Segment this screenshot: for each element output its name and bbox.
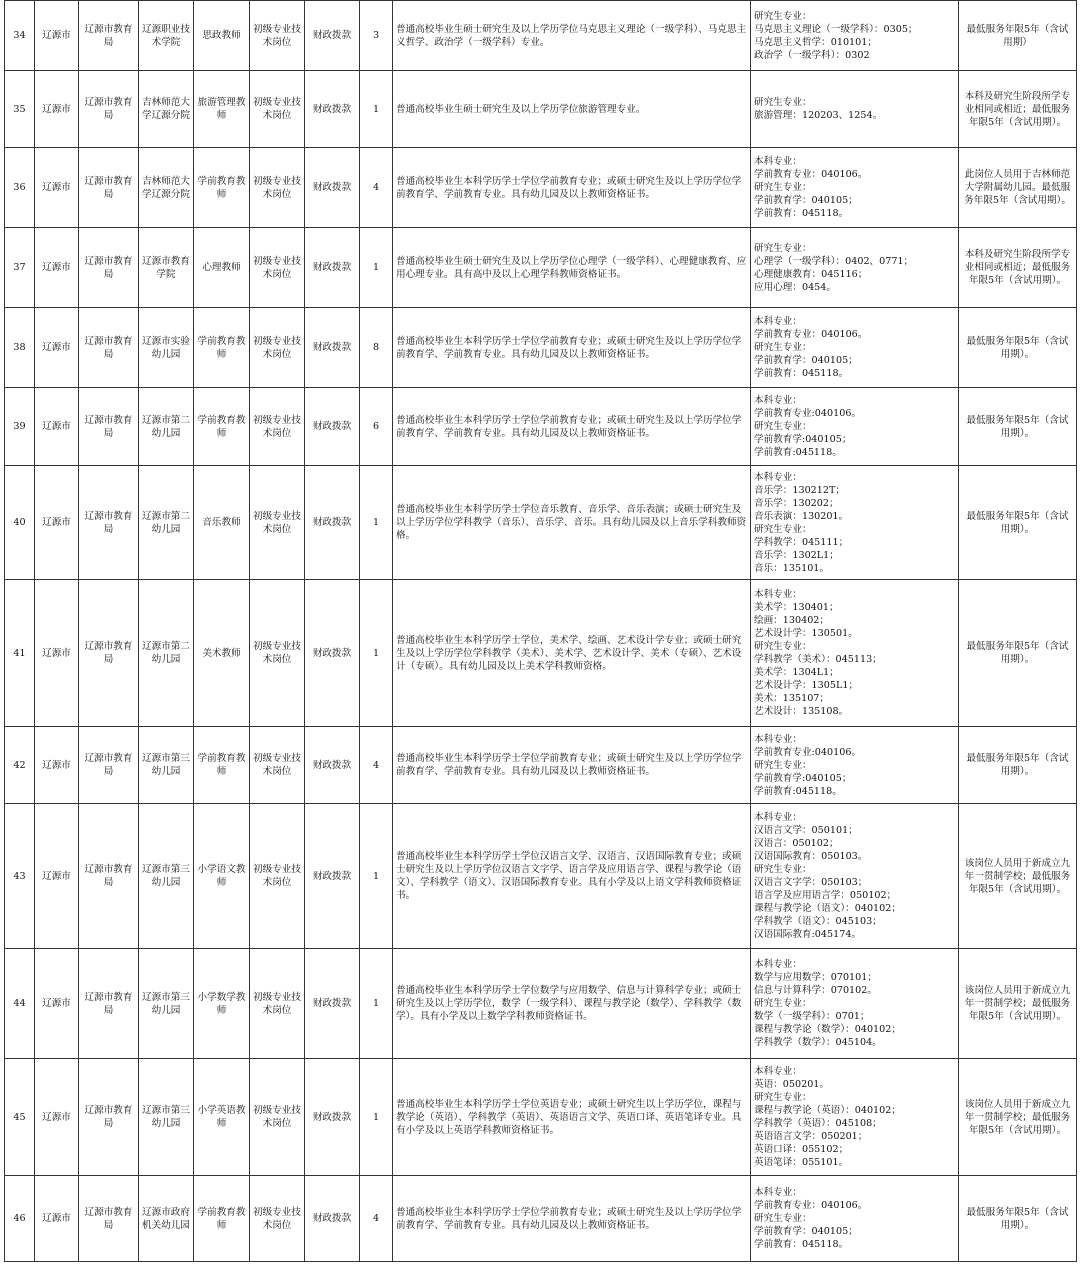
- requirement-cell: 普通高校毕业生本科学历学士学位数学与应用数学、信息与计算科学专业；或硕士研究生及以上学历学位，数学（一级学科）、课程与教学论（数学）、学科教学（数学）。具有小学及以上数学学科教师资格证书。: [393, 949, 751, 1059]
- department-cell: 辽源市教育局: [79, 466, 139, 580]
- funding-cell: 财政拨款: [305, 1176, 360, 1262]
- position-cell: 音乐教师: [194, 466, 250, 580]
- remark-cell: 本科及研究生阶段所学专业相同或相近；最低服务年限5年（含试用期）。: [959, 228, 1077, 308]
- position-level-cell: 初级专业技术岗位: [250, 466, 305, 580]
- requirement-cell: 普通高校毕业生本科学历学士学位音乐教育、音乐学、音乐表演；或硕士研究生及以上学历学位学科教学（音乐）、音乐学、音乐。具有幼儿园及以上音乐学科教师资格。: [393, 466, 751, 580]
- seq-cell: 45: [5, 1059, 35, 1176]
- funding-cell: 财政拨款: [305, 580, 360, 727]
- unit-cell: 吉林师范大学辽源分院: [139, 71, 194, 148]
- department-cell: 辽源市教育局: [79, 388, 139, 466]
- seq-cell: 38: [5, 308, 35, 388]
- headcount-cell: 1: [360, 949, 393, 1059]
- recruitment-table: [4, 0, 1077, 1262]
- table-row: [5, 466, 1077, 580]
- funding-cell: 财政拨款: [305, 1059, 360, 1176]
- major-code-cell: 本科专业： 学前教育专业：040106。 研究生专业： 学前教育学：040105； 学前教育：045118。: [751, 148, 959, 228]
- major-code-cell: 本科专业： 美术学：130401； 绘画：130402； 艺术设计学：130501。 研究生专业： 学科教学（美术）：045113； 美术学：1304L1； 艺术设计学：1305L1； 美术：135107； 艺术设计：135108。: [751, 580, 959, 727]
- table-row: [5, 580, 1077, 727]
- funding-cell: 财政拨款: [305, 804, 360, 949]
- position-level-cell: 初级专业技术岗位: [250, 1176, 305, 1262]
- department-cell: 辽源市教育局: [79, 580, 139, 727]
- city-cell: 辽源市: [35, 466, 79, 580]
- major-code-cell: 本科专业： 数学与应用数学：070101； 信息与计算科学：070102。 研究生专业： 数学（一级学科）：0701； 课程与教学论（数学）：040102； 学科教学（数学）：045104。: [751, 949, 959, 1059]
- department-cell: 辽源市教育局: [79, 804, 139, 949]
- major-code-cell: 本科专业： 汉语言文学：050101； 汉语言：050102； 汉语国际教育：050103。 研究生专业： 汉语言文字学：050103； 语言学及应用语言学：050102； 课程与教学论（语文）：040102； 学科教学（语文）：045103； 汉语国际教育:045174。: [751, 804, 959, 949]
- seq-cell: 44: [5, 949, 35, 1059]
- unit-cell: 辽源市第三幼儿园: [139, 727, 194, 804]
- requirement-cell: 普通高校毕业生硕士研究生及以上学历学位马克思主义理论（一级学科）、马克思主义哲学、政治学（一级学科）专业。: [393, 1, 751, 71]
- funding-cell: 财政拨款: [305, 308, 360, 388]
- requirement-cell: 普通高校毕业生硕士研究生及以上学历学位旅游管理专业。: [393, 71, 751, 148]
- position-cell: 旅游管理教师: [194, 71, 250, 148]
- department-cell: 辽源市教育局: [79, 949, 139, 1059]
- requirement-cell: 普通高校毕业生本科学历学士学位学前教育专业；或硕士研究生及以上学历学位学前教育学、学前教育专业。具有幼儿园及以上教师资格证书。: [393, 308, 751, 388]
- funding-cell: 财政拨款: [305, 466, 360, 580]
- unit-cell: 辽源市第三幼儿园: [139, 949, 194, 1059]
- requirement-cell: 普通高校毕业生硕士研究生及以上学历学位心理学（一级学科）、心理健康教育、应用心理专业。具有高中及以上心理学科教师资格证书。: [393, 228, 751, 308]
- remark-cell: 最低服务年限5年（含试用期）。: [959, 580, 1077, 727]
- department-cell: 辽源市教育局: [79, 148, 139, 228]
- position-level-cell: 初级专业技术岗位: [250, 228, 305, 308]
- department-cell: 辽源市教育局: [79, 1, 139, 71]
- headcount-cell: 1: [360, 228, 393, 308]
- remark-cell: 最低服务年限5年（含试用期）。: [959, 727, 1077, 804]
- major-code-cell: 本科专业： 学前教育专业：040106。 研究生专业： 学前教育学：040105； 学前教育：045118。: [751, 1176, 959, 1262]
- city-cell: 辽源市: [35, 949, 79, 1059]
- major-code-cell: 研究生专业： 心理学（一级学科）：0402、0771； 心理健康教育：045116； 应用心理：0454。: [751, 228, 959, 308]
- seq-cell: 39: [5, 388, 35, 466]
- position-cell: 心理教师: [194, 228, 250, 308]
- table-row: [5, 148, 1077, 228]
- seq-cell: 35: [5, 71, 35, 148]
- table-row: [5, 1176, 1077, 1262]
- headcount-cell: 1: [360, 1059, 393, 1176]
- seq-cell: 34: [5, 1, 35, 71]
- seq-cell: 40: [5, 466, 35, 580]
- position-cell: 思政教师: [194, 1, 250, 71]
- city-cell: 辽源市: [35, 1059, 79, 1176]
- major-code-cell: 本科专业： 学前教育专业：040106。 研究生专业： 学前教育学：040105； 学前教育：045118。: [751, 308, 959, 388]
- unit-cell: 吉林师范大学辽源分院: [139, 148, 194, 228]
- remark-cell: 最低服务年限5年（含试用期）。: [959, 388, 1077, 466]
- requirement-cell: 普通高校毕业生本科学历学士学位学前教育专业；或硕士研究生及以上学历学位学前教育学、学前教育专业。具有幼儿园及以上教师资格证书。: [393, 1176, 751, 1262]
- headcount-cell: 1: [360, 71, 393, 148]
- remark-cell: 最低服务年限5年（含试用期）。: [959, 466, 1077, 580]
- requirement-cell: 普通高校毕业生本科学历学士学位学前教育专业；或硕士研究生及以上学历学位学前教育学、学前教育专业。具有幼儿园及以上教师资格证书。: [393, 727, 751, 804]
- city-cell: 辽源市: [35, 388, 79, 466]
- unit-cell: 辽源市实验幼儿园: [139, 308, 194, 388]
- position-cell: 小学数学教师: [194, 949, 250, 1059]
- position-level-cell: 初级专业技术岗位: [250, 1, 305, 71]
- city-cell: 辽源市: [35, 580, 79, 727]
- funding-cell: 财政拨款: [305, 388, 360, 466]
- headcount-cell: 1: [360, 466, 393, 580]
- position-level-cell: 初级专业技术岗位: [250, 949, 305, 1059]
- position-level-cell: 初级专业技术岗位: [250, 388, 305, 466]
- remark-cell: 此岗位人员用于吉林师范大学附属幼儿园。最低服务年限5年（含试用期）。: [959, 148, 1077, 228]
- table-row: [5, 71, 1077, 148]
- city-cell: 辽源市: [35, 727, 79, 804]
- major-code-cell: 研究生专业： 马克思主义理论（一级学科）：0305； 马克思主义哲学：010101； 政治学（一级学科）：0302: [751, 1, 959, 71]
- city-cell: 辽源市: [35, 1, 79, 71]
- unit-cell: 辽源市第二幼儿园: [139, 466, 194, 580]
- headcount-cell: 3: [360, 1, 393, 71]
- major-code-cell: 本科专业： 英语：050201。 研究生专业： 课程与教学论（英语）：040102； 学科教学（英语）：045108； 英语语言文学：050201； 英语口译：055102； 英语笔译：055101。: [751, 1059, 959, 1176]
- department-cell: 辽源市教育局: [79, 1059, 139, 1176]
- unit-cell: 辽源职业技术学院: [139, 1, 194, 71]
- table-row: [5, 228, 1077, 308]
- requirement-cell: 普通高校毕业生本科学历学士学位汉语言文学、汉语言、汉语国际教育专业；或硕士研究生及以上学历学位汉语言文字学、语言学及应用语言学、课程与教学论（语文）、学科教学（语文）、汉语国际教育专业。具有小学及以上语文学科教师资格证书。: [393, 804, 751, 949]
- table-row: [5, 1059, 1077, 1176]
- headcount-cell: 4: [360, 1176, 393, 1262]
- unit-cell: 辽源市第三幼儿园: [139, 1059, 194, 1176]
- headcount-cell: 1: [360, 804, 393, 949]
- position-level-cell: 初级专业技术岗位: [250, 727, 305, 804]
- funding-cell: 财政拨款: [305, 71, 360, 148]
- department-cell: 辽源市教育局: [79, 71, 139, 148]
- position-cell: 小学语文教师: [194, 804, 250, 949]
- seq-cell: 36: [5, 148, 35, 228]
- position-level-cell: 初级专业技术岗位: [250, 1059, 305, 1176]
- headcount-cell: 4: [360, 727, 393, 804]
- major-code-cell: 本科专业： 学前教育专业:040106。 研究生专业： 学前教育学:040105； 学前教育:045118。: [751, 727, 959, 804]
- department-cell: 辽源市教育局: [79, 1176, 139, 1262]
- unit-cell: 辽源市第三幼儿园: [139, 804, 194, 949]
- unit-cell: 辽源市第二幼儿园: [139, 580, 194, 727]
- remark-cell: 最低服务年限5年（含试用期）。: [959, 308, 1077, 388]
- remark-cell: 该岗位人员用于新成立九年一贯制学校；最低服务年限5年（含试用期）。: [959, 1059, 1077, 1176]
- requirement-cell: 普通高校毕业生本科学历学士学位学前教育专业；或硕士研究生及以上学历学位学前教育学、学前教育专业。具有幼儿园及以上教师资格证书。: [393, 388, 751, 466]
- table-row: [5, 949, 1077, 1059]
- city-cell: 辽源市: [35, 148, 79, 228]
- position-cell: 小学英语教师: [194, 1059, 250, 1176]
- unit-cell: 辽源市教育学院: [139, 228, 194, 308]
- position-level-cell: 初级专业技术岗位: [250, 71, 305, 148]
- city-cell: 辽源市: [35, 71, 79, 148]
- city-cell: 辽源市: [35, 228, 79, 308]
- position-cell: 学前教育教师: [194, 1176, 250, 1262]
- requirement-cell: 普通高校毕业生本科学历学士学位学前教育专业；或硕士研究生及以上学历学位学前教育学、学前教育专业。具有幼儿园及以上教师资格证书。: [393, 148, 751, 228]
- funding-cell: 财政拨款: [305, 1, 360, 71]
- position-level-cell: 初级专业技术岗位: [250, 148, 305, 228]
- seq-cell: 37: [5, 228, 35, 308]
- remark-cell: 最低服务年限5年（含试用期）。: [959, 1176, 1077, 1262]
- major-code-cell: 研究生专业： 旅游管理：120203、1254。: [751, 71, 959, 148]
- table-row: [5, 804, 1077, 949]
- seq-cell: 42: [5, 727, 35, 804]
- position-cell: 美术教师: [194, 580, 250, 727]
- funding-cell: 财政拨款: [305, 949, 360, 1059]
- unit-cell: 辽源市第二幼儿园: [139, 388, 194, 466]
- headcount-cell: 6: [360, 388, 393, 466]
- major-code-cell: 本科专业： 音乐学：130212T； 音乐学：130202； 音乐表演：130201。 研究生专业： 学科教学：045111； 音乐学：1302L1； 音乐：135101。: [751, 466, 959, 580]
- unit-cell: 辽源市政府机关幼儿园: [139, 1176, 194, 1262]
- department-cell: 辽源市教育局: [79, 727, 139, 804]
- position-level-cell: 初级专业技术岗位: [250, 804, 305, 949]
- position-level-cell: 初级专业技术岗位: [250, 580, 305, 727]
- funding-cell: 财政拨款: [305, 727, 360, 804]
- remark-cell: 本科及研究生阶段所学专业相同或相近；最低服务年限5年（含试用期）。: [959, 71, 1077, 148]
- remark-cell: 最低服务年限5年（含试用期）: [959, 1, 1077, 71]
- position-cell: 学前教育教师: [194, 308, 250, 388]
- table-row: [5, 1, 1077, 71]
- table-row: [5, 727, 1077, 804]
- seq-cell: 46: [5, 1176, 35, 1262]
- position-level-cell: 初级专业技术岗位: [250, 308, 305, 388]
- position-cell: 学前教育教师: [194, 388, 250, 466]
- city-cell: 辽源市: [35, 308, 79, 388]
- headcount-cell: 8: [360, 308, 393, 388]
- seq-cell: 43: [5, 804, 35, 949]
- seq-cell: 41: [5, 580, 35, 727]
- city-cell: 辽源市: [35, 1176, 79, 1262]
- headcount-cell: 1: [360, 580, 393, 727]
- requirement-cell: 普通高校毕业生本科学历学士学位，美术学、绘画、艺术设计学专业；或硕士研究生及以上学历学位学科教学（美术）、美术学、艺术设计学、美术（专硕）、艺术设计（专硕）。具有幼儿园及以上美术学科教师资格。: [393, 580, 751, 727]
- headcount-cell: 4: [360, 148, 393, 228]
- major-code-cell: 本科专业： 学前教育专业:040106。 研究生专业： 学前教育学:040105； 学前教育:045118。: [751, 388, 959, 466]
- position-cell: 学前教育教师: [194, 727, 250, 804]
- remark-cell: 该岗位人员用于新成立九年一贯制学校；最低服务年限5年（含试用期）。: [959, 949, 1077, 1059]
- remark-cell: 该岗位人员用于新成立九年一贯制学校；最低服务年限5年（含试用期）。: [959, 804, 1077, 949]
- position-cell: 学前教育教师: [194, 148, 250, 228]
- requirement-cell: 普通高校毕业生本科学历学士学位英语专业；或硕士研究生以上学历学位，课程与教学论（英语）、学科教学（英语）、英语语言文学、英语口译、英语笔译专业。具有小学及以上英语学科教师资格证书。: [393, 1059, 751, 1176]
- city-cell: 辽源市: [35, 804, 79, 949]
- department-cell: 辽源市教育局: [79, 228, 139, 308]
- funding-cell: 财政拨款: [305, 148, 360, 228]
- table-row: [5, 388, 1077, 466]
- funding-cell: 财政拨款: [305, 228, 360, 308]
- table-row: [5, 308, 1077, 388]
- department-cell: 辽源市教育局: [79, 308, 139, 388]
